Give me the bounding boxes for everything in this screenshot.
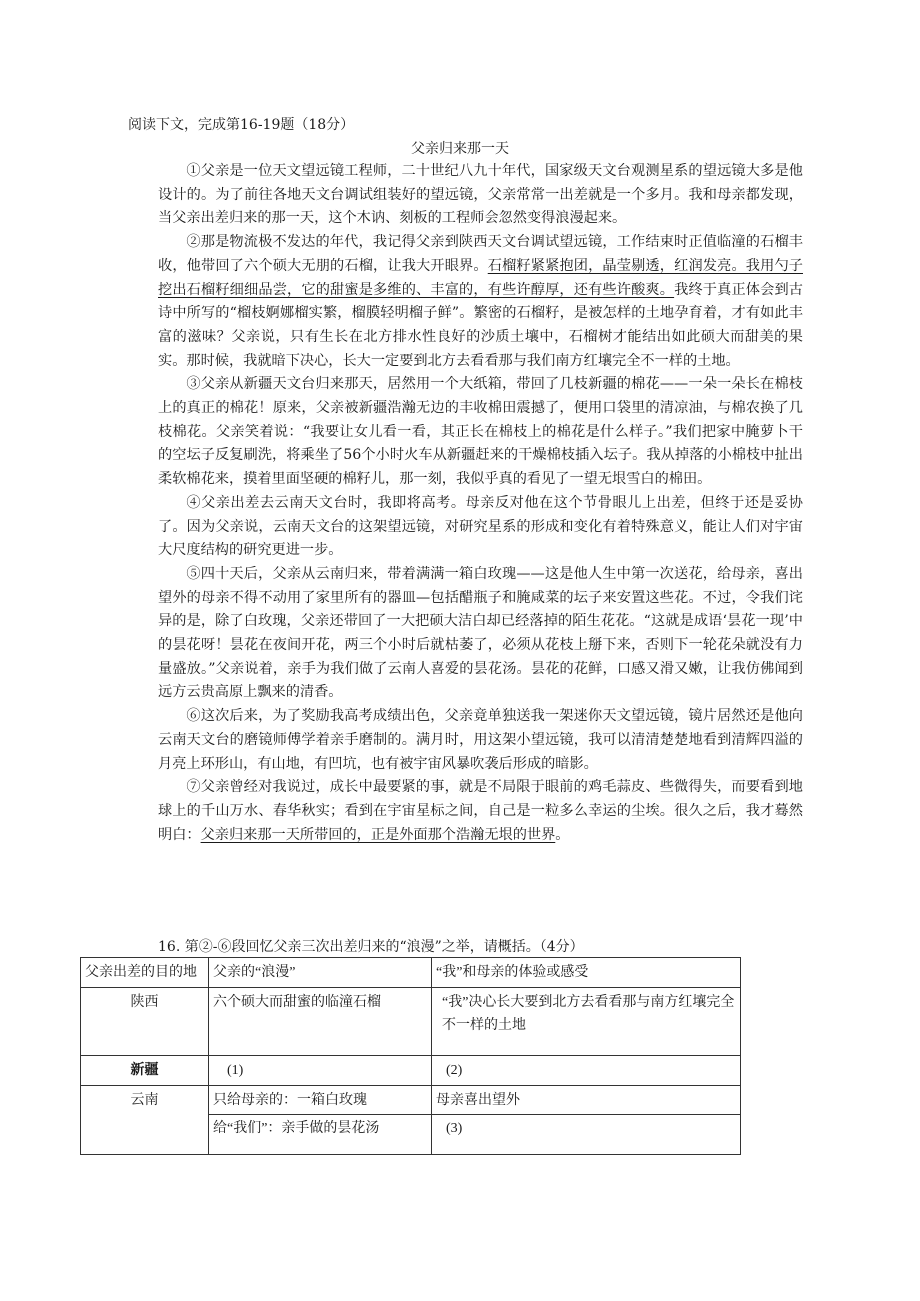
paragraph-2-end: 我终于真正体会到古诗中所写的“榴枝婀娜榴实繁，榴膜轻明榴子鲜”。繁密的石榴籽，是被怎样的土地孕育着，才有如此丰富的滋味？父亲说，只有生长在北方排水性良好的沙质土壤中，石榴树才能结出如此硕大而甜美的果实。那时候，我就暗下决心，长大一定要到北方去看看那与我们南方红壤完全不一样的土地。 <box>158 281 803 369</box>
header-destination: 父亲出差的目的地 <box>81 958 209 988</box>
reading-instruction: 阅读下文，完成第16-19题（18分） <box>128 117 355 133</box>
cell-feeling-yunnan <box>432 1086 741 1155</box>
romance-yunnan-mother: 只给母亲的：一箱白玫瑰 <box>213 1093 367 1108</box>
paragraph-7 <box>158 776 803 847</box>
cell-romance-shaanxi: 六个硕大而甜蜜的临潼石榴 <box>209 988 432 1056</box>
question-16: 16. 第②-⑥段回忆父亲三次出差归来的“浪漫”之举，请概括。（4分） <box>158 939 584 955</box>
table-row-yunnan <box>81 1086 741 1155</box>
answer-blank-2[interactable] <box>432 1056 741 1086</box>
cell-feeling-shaanxi: “我”决心长大要到北方去看看那与南方红壤完全不一样的土地 <box>432 988 741 1056</box>
answer-blank-3[interactable] <box>432 1114 740 1140</box>
paragraph-7-end: 。 <box>555 826 570 843</box>
paragraph-2-start: ②那是物流极不发达的年代，我记得父亲到陕西天文台调试望远镜，工作结束时正值临潼的石榴丰收，他带回了六个硕大无朋的石榴，让我大开眼界。 <box>158 234 803 274</box>
answer-table <box>80 957 741 1155</box>
paragraph-5: ⑤四十天后，父亲从云南归来，带着满满一箱白玫瑰——这是他人生中第一次送花，给母亲，喜出望外的母亲不得不动用了家里所有的器皿—包括醋瓶子和腌咸菜的坛子来安置这些花。不过，令我们诧异的是，除了白玫瑰，父亲还带回了一大把硕大洁白却已经落掉的陌生花花。“这就是成语‘昙花一现’中的昙花呀！昙花在夜间开花，两三个小时后就枯萎了，必须从花枝上掰下来，否则下一轮花朵就没有力量盛放。”父亲说着，亲手为我们做了云南人喜爱的昙花汤。昙花的花鲜，口感又滑又嫩，让我仿佛闻到远方云贵高原上飘来的清香。 <box>158 565 803 701</box>
header-feeling: “我”和母亲的体验或感受 <box>432 958 741 988</box>
header-romance: 父亲的“浪漫” <box>209 958 432 988</box>
blank-label-2: (2) <box>446 1063 463 1078</box>
romance-yunnan-us: 给“我们”：亲手做的昙花汤 <box>209 1114 431 1140</box>
table-row-xinjiang <box>81 1056 741 1086</box>
feeling-yunnan-mother: 母亲喜出望外 <box>436 1093 520 1108</box>
article-title: 父亲归来那一天 <box>411 141 509 157</box>
paragraph-2 <box>158 231 803 373</box>
cell-place-yunnan: 云南 <box>81 1086 209 1155</box>
paragraph-6: ⑥这次后来，为了奖励我高考成绩出色，父亲竟单独送我一架迷你天文望远镜，镜片居然还是他向云南天文台的磨镜师傅学着亲手磨制的。满月时，用这架小望远镜，我可以清清楚楚地看到清辉四溢的月亮上环形山，有山地，有凹坑，也有被宇宙风暴吹袭后形成的暗影。 <box>158 708 803 772</box>
article-body <box>158 160 803 847</box>
cell-romance-yunnan <box>209 1086 432 1155</box>
blank-label-3: (3) <box>446 1121 463 1136</box>
underlined-sentence-pomegranate: 石榴籽紧紧抱团，晶莹剔透，红润发亮。我用勺子挖出石榴籽细细品尝，它的甜蜜是多维的、丰富的，有些许醇厚，还有些许酸爽。 <box>158 257 803 298</box>
blank-label-1: (1) <box>227 1063 244 1078</box>
underlined-sentence-world: 父亲归来那一天所带回的，正是外面那个浩瀚无垠的世界 <box>200 826 556 843</box>
table-header-row <box>81 958 741 988</box>
cell-place-shaanxi: 陕西 <box>81 988 209 1056</box>
paragraph-1: ①父亲是一位天文望远镜工程师，二十世纪八九十年代，国家级天文台观测星系的望远镜大多是他设计的。为了前往各地天文台调试组装好的望远镜，父亲常常一出差就是一个多月。我和母亲都发现，当父亲出差归来的那一天，这个木讷、刻板的工程师会忽然变得浪漫起来。 <box>158 163 803 227</box>
paragraph-7-start: ⑦父亲曾经对我说过，成长中最要紧的事，就是不局限于眼前的鸡毛蒜皮、些微得失，而要看到地球上的千山万水、春华秋实；看到在宇宙星标之间，自己是一粒多么幸运的尘埃。很久之后，我才蓦然明白： <box>158 779 803 843</box>
answer-blank-1[interactable] <box>209 1056 432 1086</box>
table-row-shaanxi <box>81 988 741 1056</box>
paragraph-3: ③父亲从新疆天文台归来那天，居然用一个大纸箱，带回了几枝新疆的棉花——一朵一朵长在棉枝上的真正的棉花！原来，父亲被新疆浩瀚无边的丰收棉田震撼了，便用口袋里的清凉油，与棉农换了几枝棉花。父亲笑着说：“我要让女儿看一看，其正长在棉枝上的棉花是什么样子。”我们把家中腌萝卜干的空坛子反复刷洗，将乘坐了56个小时火车从新疆赶来的干燥棉枝插入坛子。我从掉落的小棉枝中扯出柔软棉花来，摸着里面坚硬的棉籽儿，那一刻，我似乎真的看见了一望无垠雪白的棉田。 <box>158 376 803 488</box>
paragraph-4: ④父亲出差去云南天文台时，我即将高考。母亲反对他在这个节骨眼儿上出差，但终于还是妥协了。因为父亲说，云南天文台的这架望远镜，对研究星系的形成和变化有着特殊意义，能让人们对宇宙大尺度结构的研究更进一步。 <box>158 494 803 559</box>
cell-place-xinjiang: 新疆 <box>81 1056 209 1086</box>
